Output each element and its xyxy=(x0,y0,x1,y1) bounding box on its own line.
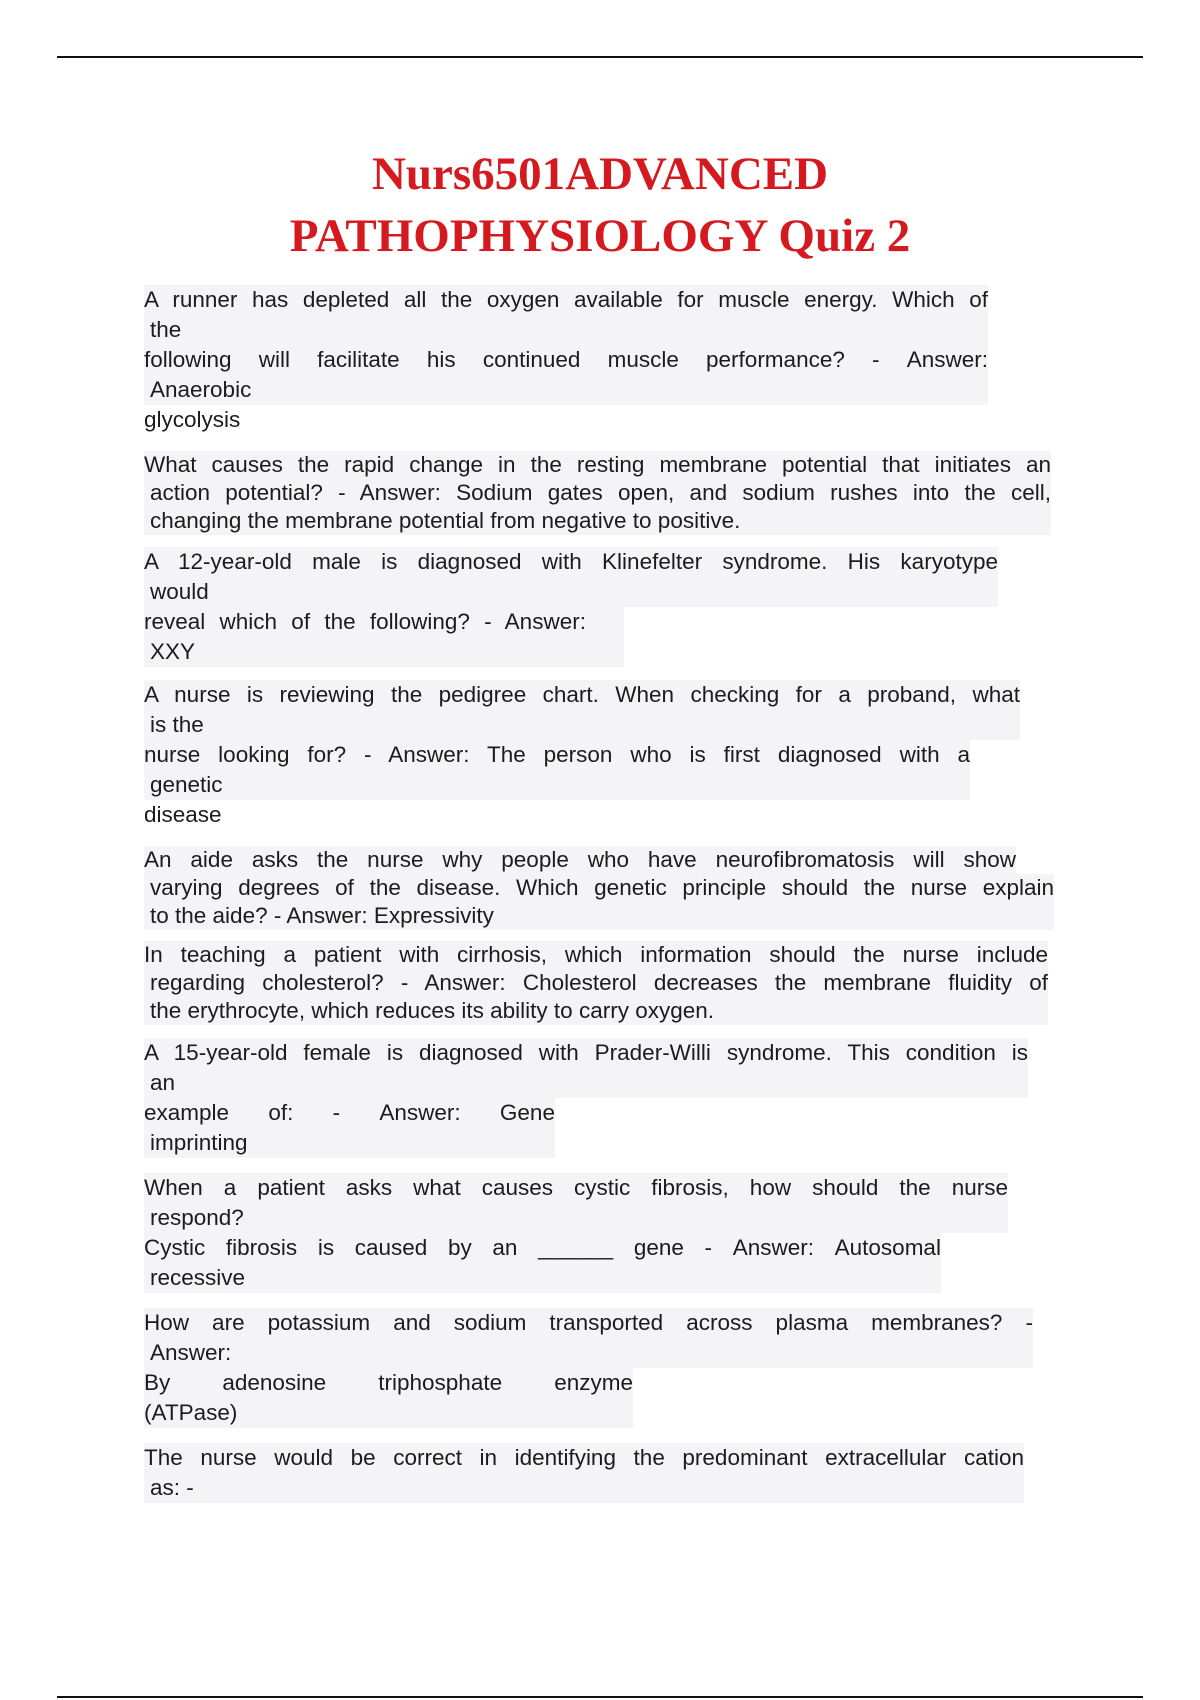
question-8 xyxy=(144,1173,1008,1293)
question-4-line-4: genetic xyxy=(144,770,970,800)
question-8-line-4: recessive xyxy=(144,1263,941,1293)
word: his xyxy=(426,347,456,372)
question-1-line-3 xyxy=(144,345,988,375)
word: Autosomal xyxy=(834,1235,941,1260)
word: facilitate xyxy=(317,347,400,372)
question-5-line-3: to the aide? - Answer: Expressivity xyxy=(144,902,1054,930)
question-9-line-1: How are potassium and sodium transported across plasma membranes? - xyxy=(144,1308,1033,1338)
word: is xyxy=(317,1235,335,1260)
page-title xyxy=(0,143,1200,267)
word: Answer: xyxy=(732,1235,814,1260)
question-3-line-1: A 12-year-old male is diagnosed with Klinefelter syndrome. His karyotype xyxy=(144,547,998,577)
question-3-line-4: XXY xyxy=(144,637,624,667)
question-3-line-3: reveal which of the following? - Answer: xyxy=(144,607,624,637)
word: adenosine xyxy=(222,1370,327,1395)
question-4-line-2: is the xyxy=(144,710,1020,740)
question-2-line-2: action potential? - Answer: Sodium gates open, and sodium rushes into the cell, xyxy=(144,479,1051,507)
question-1-line-2: the xyxy=(144,315,988,345)
question-4 xyxy=(144,680,1020,830)
question-4-line-5: disease xyxy=(144,802,222,827)
question-3-line-2: would xyxy=(144,577,998,607)
word: continued xyxy=(482,347,581,372)
word: triphosphate xyxy=(378,1370,503,1395)
word: By xyxy=(144,1370,171,1395)
word: Cystic xyxy=(144,1235,206,1260)
question-9-line-4: (ATPase) xyxy=(144,1398,633,1428)
word: - xyxy=(704,1235,713,1260)
question-10-line-2: as: - xyxy=(144,1473,1024,1503)
question-8-line-3 xyxy=(144,1233,941,1263)
question-7-line-1: A 15-year-old female is diagnosed with Prader-Willi syndrome. This condition is xyxy=(144,1038,1028,1068)
question-8-line-2: respond? xyxy=(144,1203,1008,1233)
question-5 xyxy=(144,846,1054,930)
question-1-line-5: glycolysis xyxy=(144,407,241,432)
word: - xyxy=(872,347,880,372)
question-5-line-1: An aide asks the nurse why people who have neurofibromatosis will show xyxy=(144,847,1016,872)
word: enzyme xyxy=(554,1370,633,1395)
blank: ______ xyxy=(538,1235,614,1260)
bottom-rule xyxy=(57,1696,1143,1698)
word: an xyxy=(492,1235,518,1260)
question-10-line-1: The nurse would be correct in identifying the predominant extracellular cation xyxy=(144,1443,1024,1473)
question-7-line-2: an xyxy=(144,1068,1028,1098)
question-2 xyxy=(144,451,1051,535)
word: of: xyxy=(268,1100,294,1125)
question-7 xyxy=(144,1038,1028,1158)
question-9 xyxy=(144,1308,1033,1428)
title-line-1: Nurs6501ADVANCED xyxy=(371,148,829,200)
word: muscle xyxy=(607,347,679,372)
question-7-line-4: imprinting xyxy=(144,1128,555,1158)
question-2-line-3: changing the membrane potential from negative to positive. xyxy=(144,507,1051,535)
question-1 xyxy=(144,285,988,435)
word: example xyxy=(144,1100,230,1125)
question-7-line-3 xyxy=(144,1098,555,1128)
word: Answer: xyxy=(379,1100,461,1125)
question-6-line-3: the erythrocyte, which reduces its ability to carry oxygen. xyxy=(144,997,1048,1025)
question-6 xyxy=(144,941,1048,1025)
word: gene xyxy=(633,1235,684,1260)
question-4-line-3: nurse looking for? - Answer: The person who is first diagnosed with a xyxy=(144,740,970,770)
top-rule xyxy=(57,56,1143,58)
word: Answer: xyxy=(906,347,988,372)
question-5-line-2: varying degrees of the disease. Which genetic principle should the nurse explain xyxy=(144,874,1054,902)
word: Gene xyxy=(499,1100,555,1125)
question-9-line-3 xyxy=(144,1368,633,1398)
question-1-line-4: Anaerobic xyxy=(144,375,988,405)
word: fibrosis xyxy=(225,1235,298,1260)
word: will xyxy=(258,347,290,372)
word: following xyxy=(144,347,232,372)
question-3 xyxy=(144,547,998,667)
word: by xyxy=(447,1235,472,1260)
question-9-line-2: Answer: xyxy=(144,1338,1033,1368)
word: performance? xyxy=(706,347,845,372)
title-line-2: PATHOPHYSIOLOGY Quiz 2 xyxy=(289,210,911,262)
word: caused xyxy=(354,1235,428,1260)
word: - xyxy=(332,1100,341,1125)
question-10 xyxy=(144,1443,1024,1503)
question-2-line-1: What causes the rapid change in the resting membrane potential that initiates an xyxy=(144,452,1051,477)
question-1-line-1: A runner has depleted all the oxygen available for muscle energy. Which of xyxy=(144,285,988,315)
question-8-line-1: When a patient asks what causes cystic fibrosis, how should the nurse xyxy=(144,1173,1008,1203)
question-4-line-1: A nurse is reviewing the pedigree chart. When checking for a proband, what xyxy=(144,680,1020,710)
question-6-line-2: regarding cholesterol? - Answer: Cholesterol decreases the membrane fluidity of xyxy=(144,969,1048,997)
question-6-line-1: In teaching a patient with cirrhosis, which information should the nurse include xyxy=(144,942,1048,967)
